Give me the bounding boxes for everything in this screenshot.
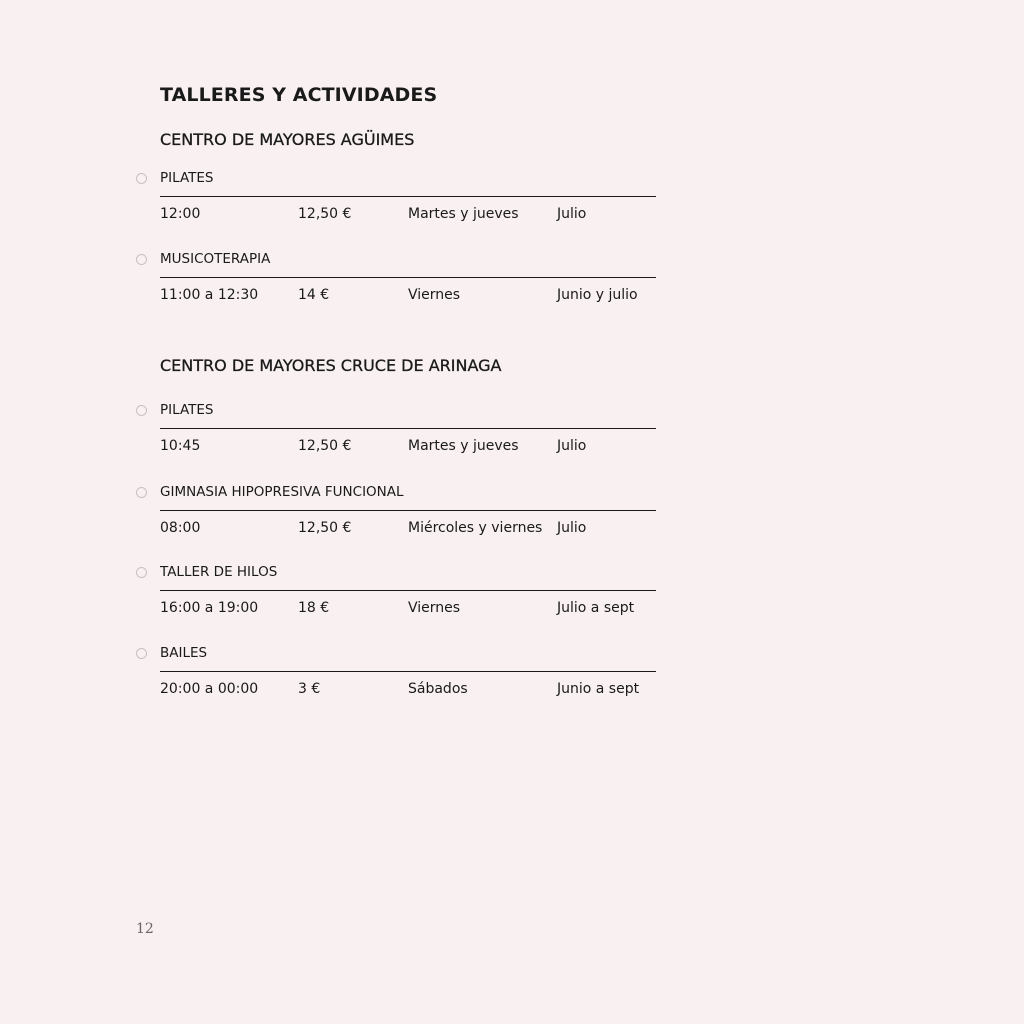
divider [160, 510, 656, 511]
divider [160, 277, 656, 278]
activity-days: Viernes [408, 287, 461, 303]
activity-months: Junio a sept [557, 681, 640, 697]
activity-days: Martes y jueves [408, 438, 519, 454]
activity-price: 14 € [298, 287, 330, 303]
activity-time: 12:00 [160, 206, 201, 222]
activity-name: MUSICOTERAPIA [160, 251, 271, 267]
activity-price: 18 € [298, 600, 330, 616]
activity-time: 10:45 [160, 438, 201, 454]
divider [160, 428, 656, 429]
activity-months: Julio [557, 520, 587, 536]
bullet-circle-icon [136, 254, 147, 265]
activity-item [136, 645, 656, 697]
activity-name: PILATES [160, 170, 214, 186]
bullet-circle-icon [136, 405, 147, 416]
activity-months: Junio y julio [557, 287, 638, 303]
activity-months: Julio [557, 438, 587, 454]
activity-details [160, 206, 656, 226]
activity-details [160, 600, 656, 620]
page-title: TALLERES Y ACTIVIDADES [160, 84, 438, 106]
activity-price: 12,50 € [298, 438, 352, 454]
activity-price: 12,50 € [298, 520, 352, 536]
divider [160, 590, 656, 591]
page-number: 12 [136, 921, 154, 937]
activity-days: Sábados [408, 681, 468, 697]
bullet-circle-icon [136, 487, 147, 498]
center-title-aguimes: CENTRO DE MAYORES AGÜIMES [160, 130, 415, 149]
activity-item [136, 251, 656, 303]
activity-months: Julio [557, 206, 587, 222]
bullet-circle-icon [136, 567, 147, 578]
center-title-cruce-de-arinaga: CENTRO DE MAYORES CRUCE DE ARINAGA [160, 356, 502, 375]
activity-details [160, 438, 656, 458]
activity-item [136, 170, 656, 222]
activity-details [160, 520, 656, 540]
activity-time: 16:00 a 19:00 [160, 600, 259, 616]
activity-price: 3 € [298, 681, 321, 697]
divider [160, 671, 656, 672]
activity-item [136, 484, 656, 536]
bullet-circle-icon [136, 173, 147, 184]
activity-details [160, 287, 656, 307]
bullet-circle-icon [136, 648, 147, 659]
activity-item [136, 564, 656, 616]
activity-name: TALLER DE HILOS [160, 564, 278, 580]
activity-name: GIMNASIA HIPOPRESIVA FUNCIONAL [160, 484, 404, 500]
activity-days: Viernes [408, 600, 461, 616]
activity-days: Martes y jueves [408, 206, 519, 222]
activity-name: PILATES [160, 402, 214, 418]
activity-time: 08:00 [160, 520, 201, 536]
activity-time: 20:00 a 00:00 [160, 681, 259, 697]
activity-days: Miércoles y viernes [408, 520, 543, 536]
activity-time: 11:00 a 12:30 [160, 287, 259, 303]
activity-months: Julio a sept [557, 600, 635, 616]
activity-details [160, 681, 656, 701]
divider [160, 196, 656, 197]
activity-price: 12,50 € [298, 206, 352, 222]
activity-item [136, 402, 656, 454]
activity-name: BAILES [160, 645, 208, 661]
